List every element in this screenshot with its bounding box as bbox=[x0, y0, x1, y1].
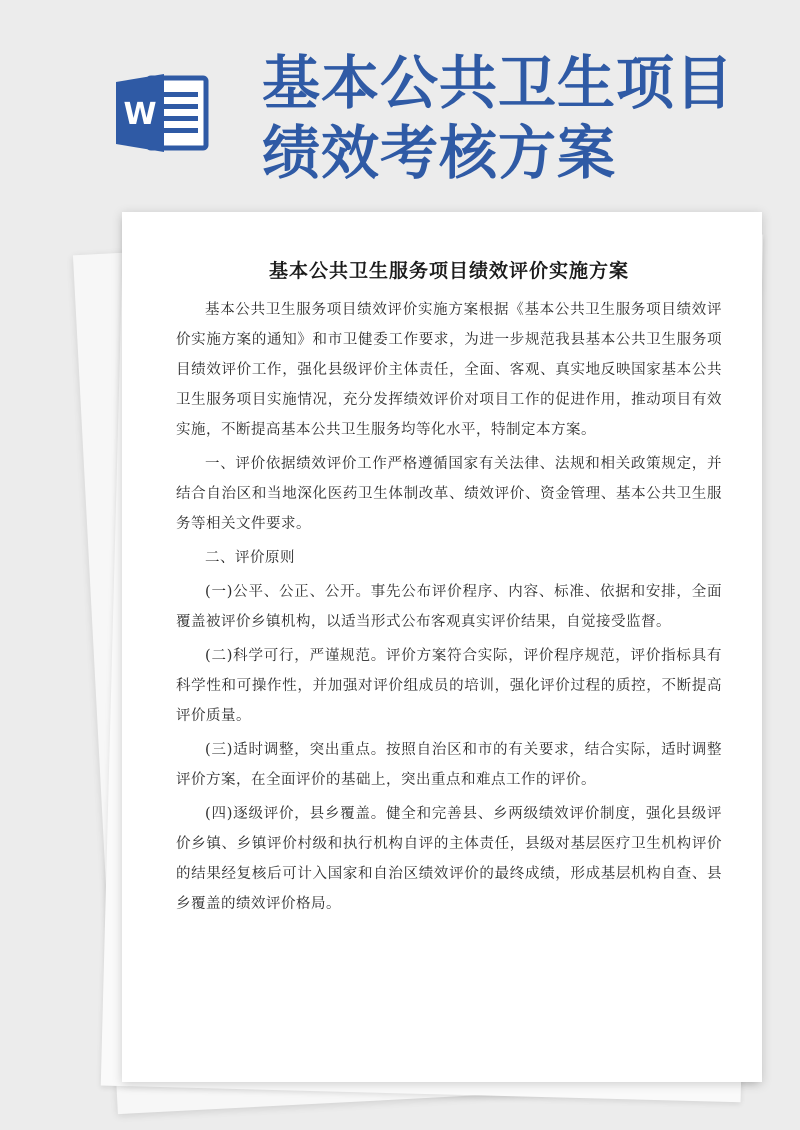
word-icon-letter: W bbox=[123, 97, 157, 132]
banner-title-line2: 绩效考核方案 bbox=[262, 119, 617, 187]
banner-title-line1: 基本公共卫生项目 bbox=[262, 49, 735, 117]
word-document-icon bbox=[112, 72, 212, 154]
word-icon-graphic bbox=[112, 72, 212, 154]
paragraph-principles-heading: 二、评价原则 bbox=[205, 550, 295, 566]
paragraph-basis: 一、评价依据绩效评价工作严格遵循国家有关法律、法规和相关政策规定，并结合自治区和当地深化医药卫生体制改革、绩效评价、资金管理、基本公共卫生服务等相关文件要求。 bbox=[176, 456, 722, 532]
document-page bbox=[122, 212, 762, 1082]
paragraph-principle-3: (三)适时调整，突出重点。按照自治区和市的有关要求，结合实际，适时调整评价方案，在全面评价的基础上，突出重点和难点工作的评价。 bbox=[176, 742, 722, 788]
paragraph-principle-2: (二)科学可行，严谨规范。评价方案符合实际，评价程序规范，评价指标具有科学性和可操作性，并加强对评价组成员的培训，强化评价过程的质控，不断提高评价质量。 bbox=[176, 648, 722, 724]
paragraph-principle-4: (四)逐级评价，县乡覆盖。健全和完善县、乡两级绩效评价制度，强化县级评价乡镇、乡镇评价村级和执行机构自评的主体责任，县级对基层医疗卫生机构评价的结果经复核后可计入国家和自治区绩效评价的最终成绩，形成基层机构自查、县乡覆盖的绩效评价格局。 bbox=[176, 806, 722, 912]
paragraph-principle-1: (一)公平、公正、公开。事先公布评价程序、内容、标准、依据和安排，全面覆盖被评价乡镇机构，以适当形式公布客观真实评价结果，自觉接受监督。 bbox=[176, 584, 722, 630]
document-title: 基本公共卫生服务项目绩效评价实施方案 bbox=[268, 260, 629, 282]
banner-title bbox=[262, 48, 734, 188]
paragraph-intro: 基本公共卫生服务项目绩效评价实施方案根据《基本公共卫生服务项目绩效评价实施方案的通知》和市卫健委工作要求，为进一步规范我县基本公共卫生服务项目绩效评价工作，强化县级评价主体责任，全面、客观、真实地反映国家基本公共卫生服务项目实施情况，充分发挥绩效评价对项目工作的促进作用，推动项目有效实施，不断提高基本公共卫生服务均等化水平，特制定本方案。 bbox=[176, 302, 722, 438]
